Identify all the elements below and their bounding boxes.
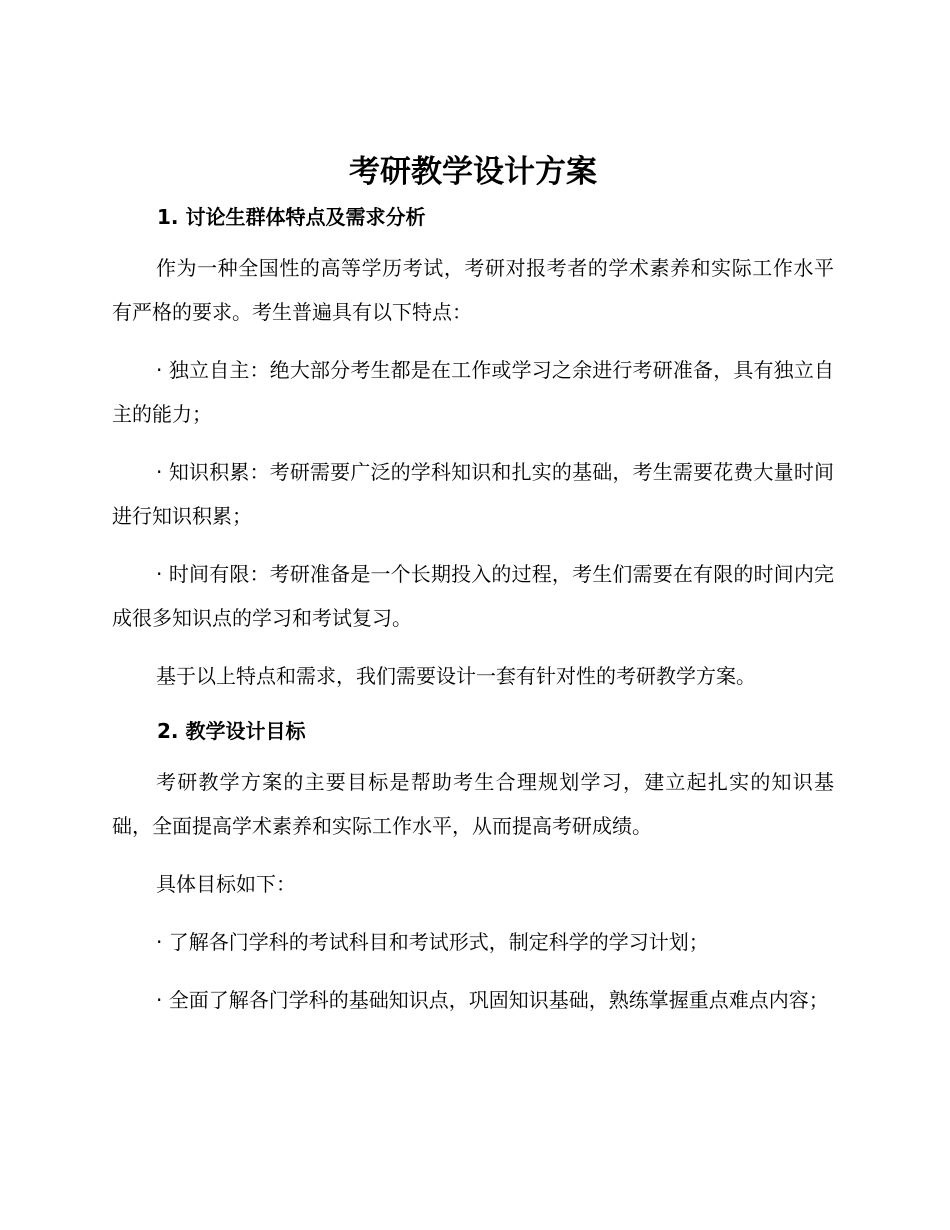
section-2-bullet-1: · 了解各门学科的考试科目和考试形式，制定科学的学习计划； — [156, 930, 709, 954]
section-2-bullet-2: · 全面了解各门学科的基础知识点，巩固知识基础，熟练掌握重点难点内容； — [156, 988, 829, 1012]
section-1-conclusion: 基于以上特点和需求，我们需要设计一套有针对性的考研教学方案。 — [156, 664, 756, 688]
section-1-bullet-1: · 独立自主：绝大部分考生都是在工作或学习之余进行考研准备，具有独立自主的能力； — [112, 358, 834, 426]
section-2-subheading: 具体目标如下： — [156, 872, 296, 896]
document-title: 考研教学设计方案 — [349, 154, 597, 190]
document-page — [112, 148, 834, 1022]
section-1-intro: 作为一种全国性的高等学历考试，考研对报考者的学术素养和实际工作水平有严格的要求。考生普遍具有以下特点： — [112, 256, 834, 324]
section-2-heading: 2. 教学设计目标 — [157, 719, 306, 743]
section-1-bullet-2: · 知识积累：考研需要广泛的学科知识和扎实的基础，考生需要花费大量时间进行知识积累； — [112, 460, 834, 528]
section-2-intro: 考研教学方案的主要目标是帮助考生合理规划学习，建立起扎实的知识基础，全面提高学术素养和实际工作水平，从而提高考研成绩。 — [112, 770, 834, 838]
section-1-bullet-3: · 时间有限：考研准备是一个长期投入的过程，考生们需要在有限的时间内完成很多知识点的学习和考试复习。 — [112, 562, 834, 630]
section-1-heading: 1. 讨论生群体特点及需求分析 — [157, 205, 426, 229]
